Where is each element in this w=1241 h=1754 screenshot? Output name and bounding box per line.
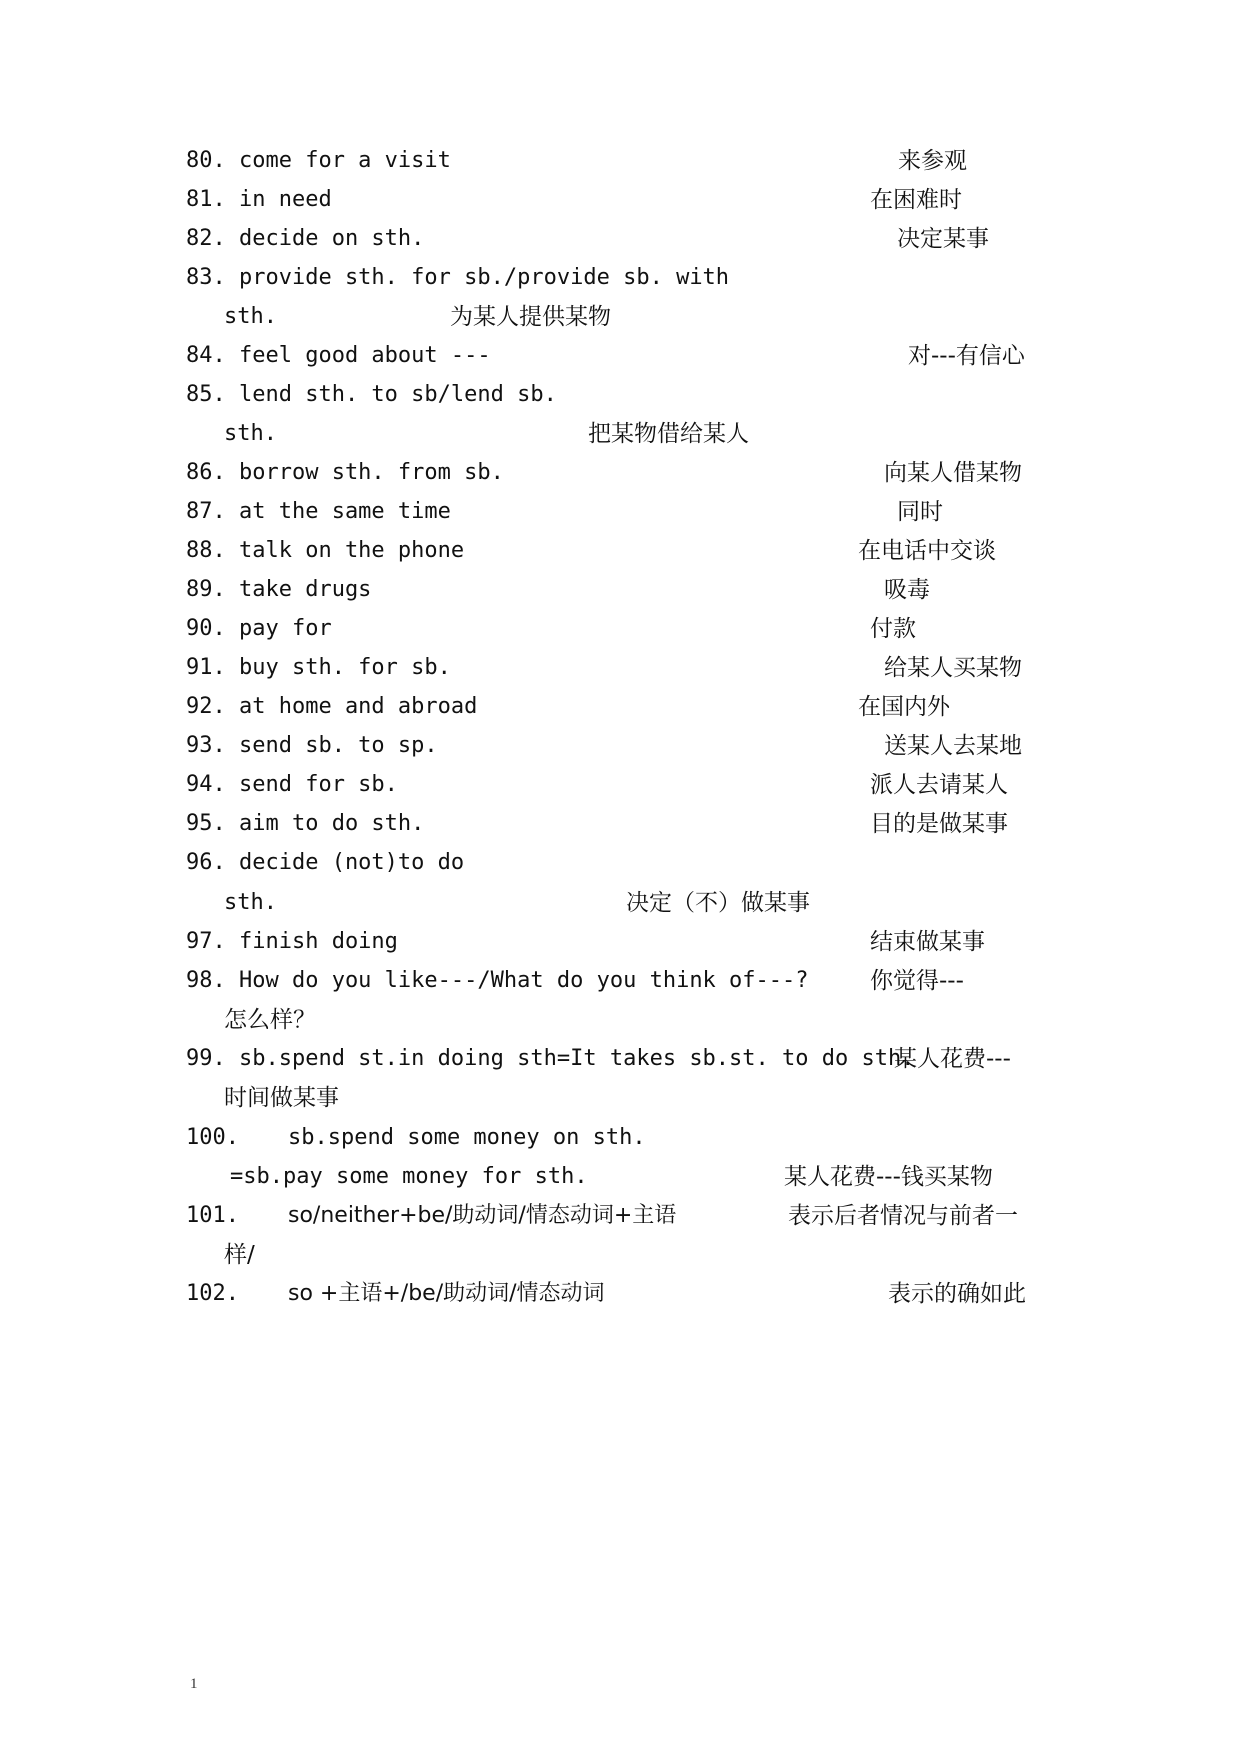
- phrase-98-zh-cont: 怎么样？: [224, 1007, 316, 1033]
- phrase-93-en: 93. send sb. to sp.: [186, 733, 438, 758]
- phrase-91-en: 91. buy sth. for sb.: [186, 655, 451, 680]
- phrase-90-en: 90. pay for: [186, 616, 332, 641]
- phrase-89-en: 89. take drugs: [186, 577, 372, 602]
- phrase-100-en-cont: =sb.pay some money for sth.: [230, 1164, 588, 1189]
- phrase-83-en-cont: sth.: [224, 304, 277, 329]
- phrase-97-zh: 结束做某事: [870, 929, 985, 955]
- phrase-80-zh: 来参观: [898, 148, 967, 174]
- phrase-102-number: 102.: [186, 1281, 239, 1306]
- phrase-80-en: 80. come for a visit: [186, 148, 451, 173]
- phrase-97-en: 97. finish doing: [186, 929, 398, 954]
- phrase-91-zh: 给某人买某物: [884, 655, 1022, 681]
- phrase-82-en: 82. decide on sth.: [186, 226, 425, 251]
- phrase-102-en: so +主语+/be/助动词/情态动词: [288, 1281, 605, 1306]
- phrase-98-en: 98. How do you like---/What do you think of---?: [186, 968, 809, 993]
- phrase-88-en: 88. talk on the phone: [186, 538, 465, 563]
- phrase-85-en-cont: sth.: [224, 421, 277, 446]
- phrase-100-en: sb.spend some money on sth.: [288, 1125, 646, 1150]
- phrase-89-zh: 吸毒: [884, 577, 930, 603]
- phrase-99-zh-cont: 时间做某事: [224, 1085, 339, 1111]
- phrase-86-en: 86. borrow sth. from sb.: [186, 460, 504, 485]
- phrase-99-en: 99. sb.spend st.in doing sth=It takes sb.st. to do sth.: [186, 1046, 915, 1071]
- phrase-100-number: 100.: [186, 1125, 239, 1150]
- phrase-83-en: 83. provide sth. for sb./provide sb. with: [186, 265, 730, 290]
- phrase-95-en: 95. aim to do sth.: [186, 811, 425, 836]
- phrase-96-zh: 决定（不）做某事: [626, 890, 810, 916]
- phrase-85-zh: 把某物借给某人: [588, 421, 749, 447]
- phrase-98-zh: 你觉得---: [870, 968, 964, 994]
- phrase-81-zh: 在困难时: [870, 187, 962, 213]
- phrase-84-en: 84. feel good about ---: [186, 343, 491, 368]
- phrase-96-en-cont: sth.: [224, 890, 277, 915]
- phrase-96-en: 96. decide (not)to do: [186, 850, 465, 875]
- phrase-101-zh: 表示后者情况与前者一: [788, 1203, 1018, 1229]
- phrase-93-zh: 送某人去某地: [884, 733, 1022, 759]
- phrase-92-zh: 在国内外: [858, 694, 950, 720]
- phrase-90-zh: 付款: [870, 616, 916, 642]
- phrase-100-zh: 某人花费---钱买某物: [784, 1164, 993, 1190]
- phrase-101-zh-cont: 样/: [224, 1242, 255, 1268]
- phrase-94-zh: 派人去请某人: [870, 772, 1008, 798]
- phrase-87-en: 87. at the same time: [186, 499, 451, 524]
- phrase-84-zh: 对---有信心: [908, 343, 1025, 369]
- phrase-83-zh: 为某人提供某物: [450, 304, 611, 330]
- phrase-102-zh: 表示的确如此: [888, 1281, 1026, 1307]
- phrase-92-en: 92. at home and abroad: [186, 694, 478, 719]
- page-number: 1: [190, 1676, 198, 1692]
- phrase-87-zh: 同时: [897, 499, 943, 525]
- phrase-101-number: 101.: [186, 1203, 239, 1228]
- phrase-94-en: 94. send for sb.: [186, 772, 398, 797]
- phrase-88-zh: 在电话中交谈: [858, 538, 996, 564]
- phrase-85-en: 85. lend sth. to sb/lend sb.: [186, 382, 557, 407]
- phrase-101-en: so/neither+be/助动词/情态动词+主语: [288, 1203, 677, 1228]
- phrase-95-zh: 目的是做某事: [870, 811, 1008, 837]
- phrase-82-zh: 决定某事: [897, 226, 989, 252]
- phrase-99-zh: 某人花费---: [894, 1046, 1011, 1072]
- phrase-86-zh: 向某人借某物: [884, 460, 1022, 486]
- phrase-81-en: 81. in need: [186, 187, 332, 212]
